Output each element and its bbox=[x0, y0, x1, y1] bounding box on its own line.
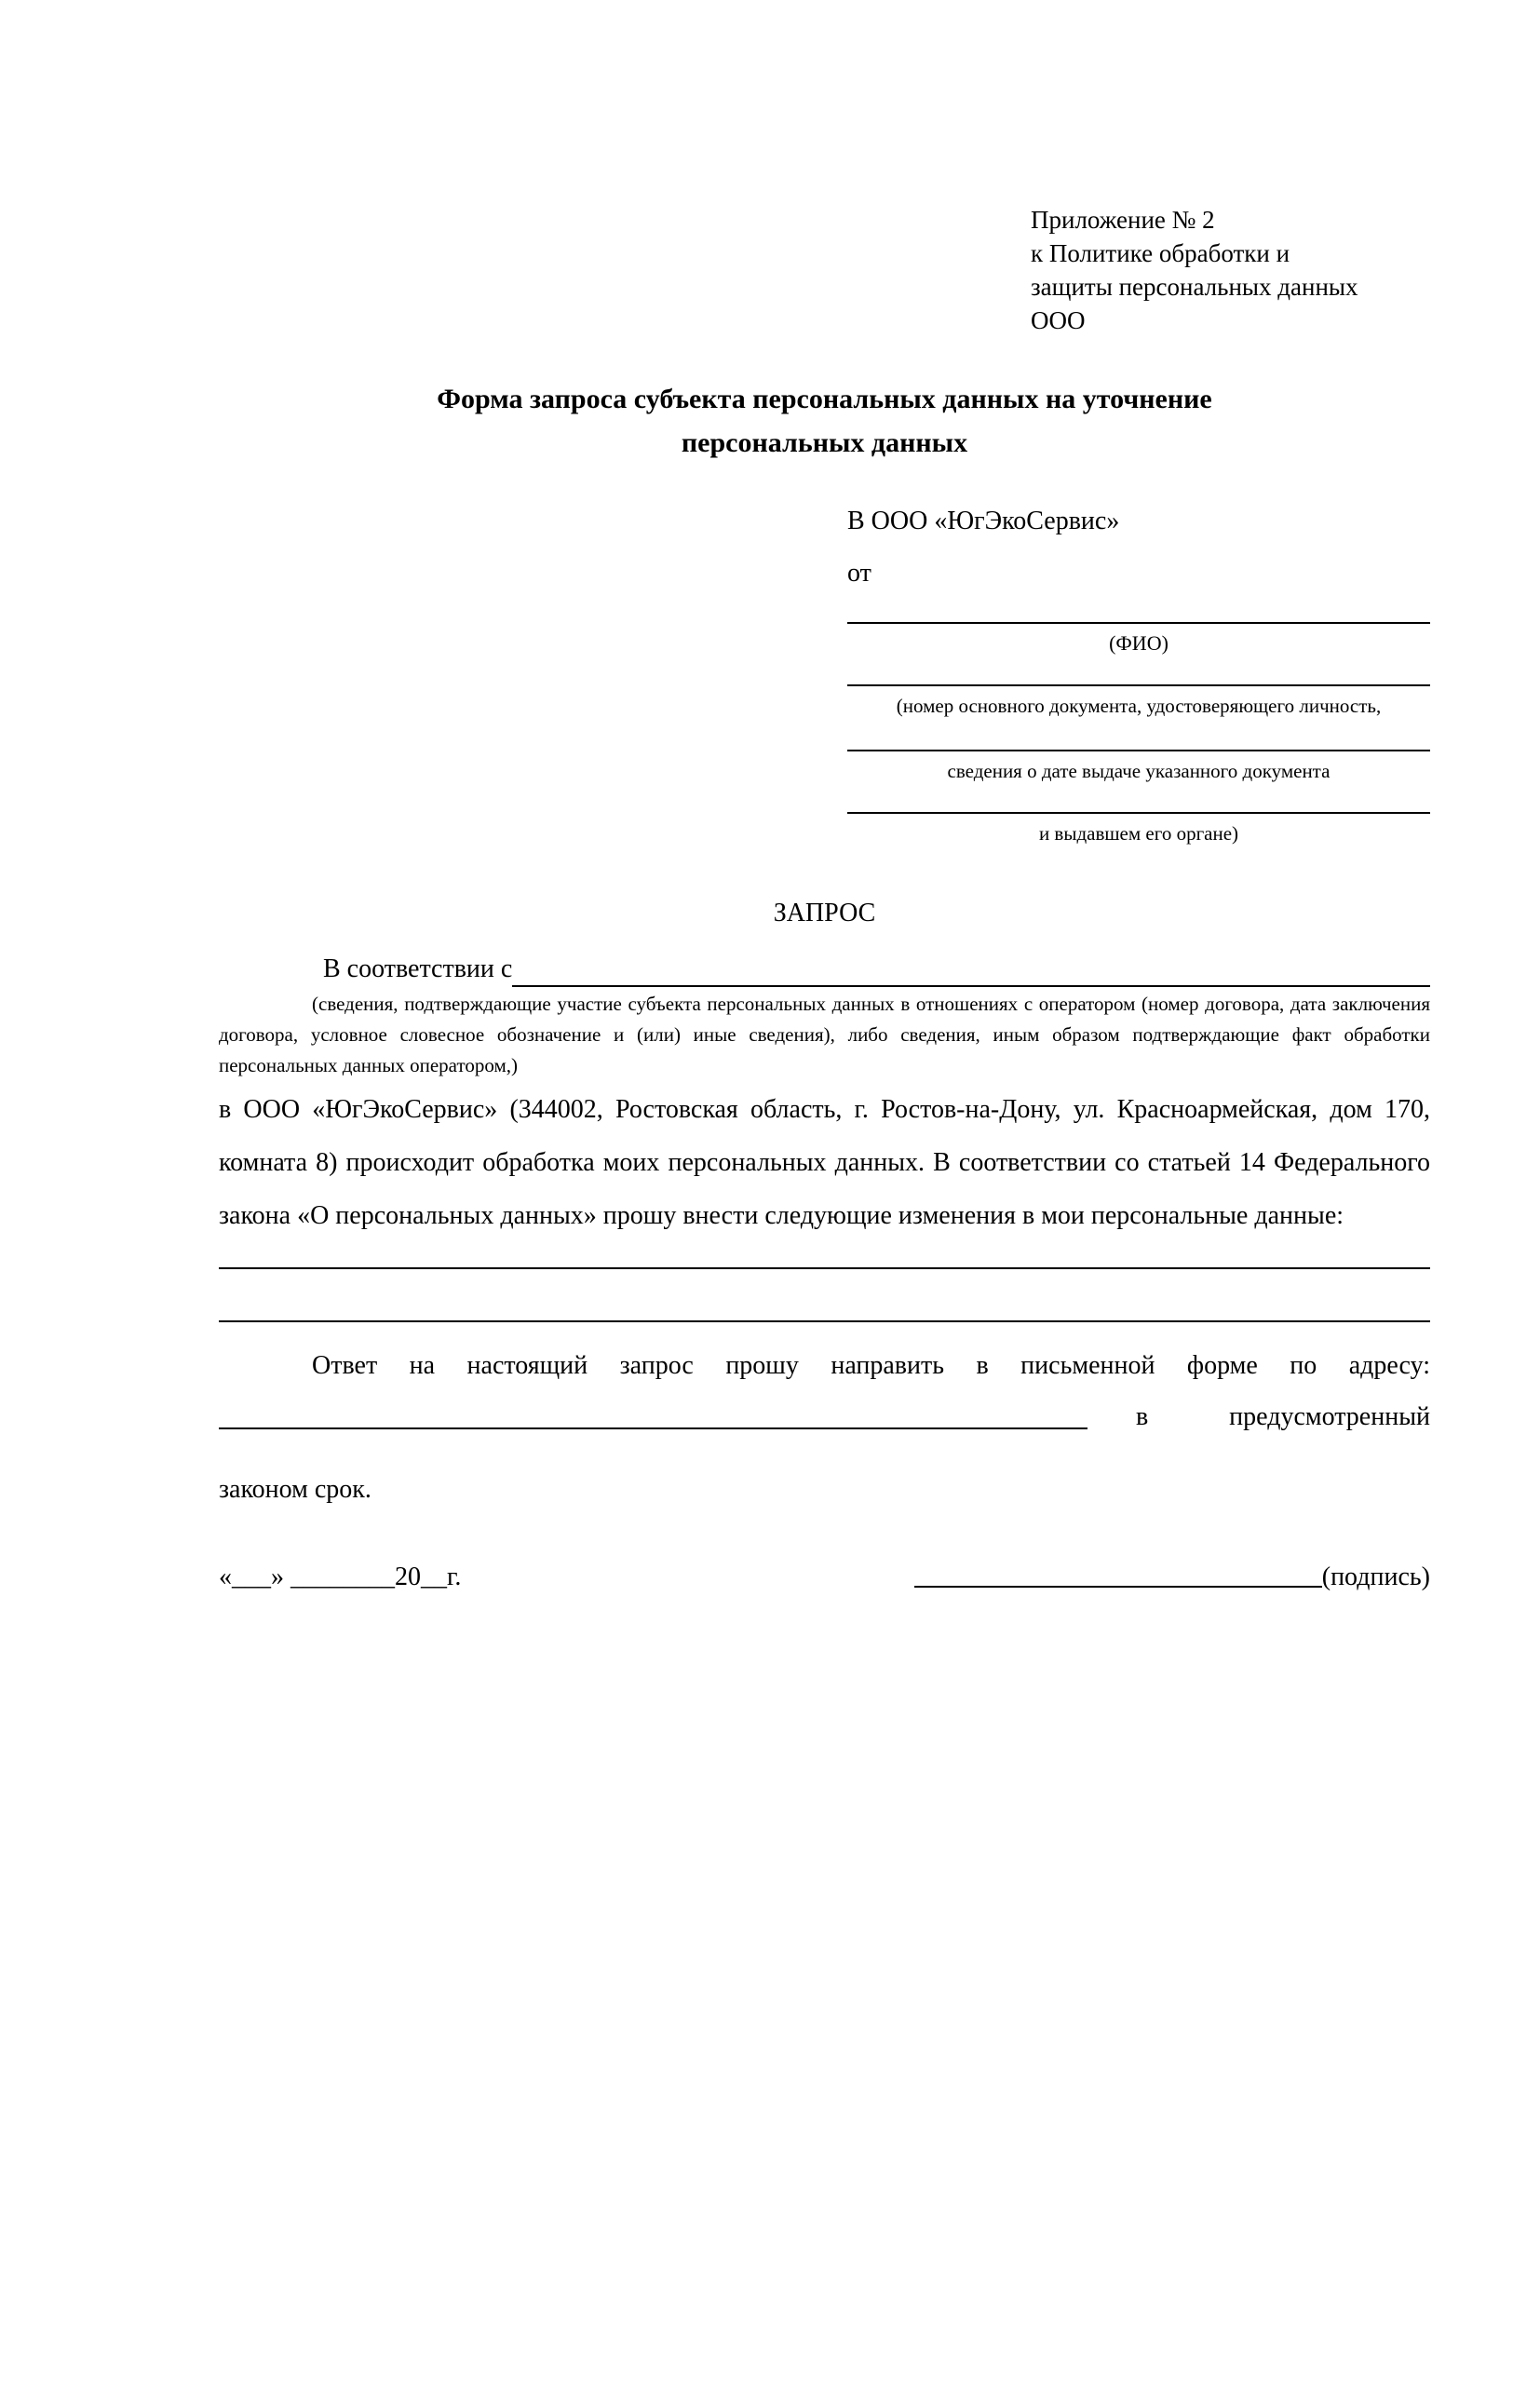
signature-blank-line bbox=[914, 1558, 1322, 1588]
doc-issuer-blank-line bbox=[847, 783, 1430, 814]
addressee-from-label: от bbox=[847, 559, 871, 588]
accordance-blank-line bbox=[512, 955, 1430, 987]
request-body-text: в ООО «ЮгЭкоСервис» (344002, Ростовская область, г. Ростов-на-Дону, ул. Красноармейская, дом 170, комната 8) происходит обработка моих персональных данных. В соответствии со статьей 14 Федерального закона «О персональных данных» прошу внести следующие изменения в мои персональные данные: bbox=[219, 1095, 1430, 1230]
details-blank-line-2 bbox=[219, 1269, 1430, 1322]
reply-address-row bbox=[219, 1392, 1430, 1445]
form-title bbox=[219, 377, 1430, 465]
annex-line: к Политике обработки и bbox=[1031, 239, 1290, 267]
fio-blank-line bbox=[847, 590, 1430, 624]
signature-caption: (подпись) bbox=[1321, 1563, 1430, 1591]
addressee-to: В ООО «ЮгЭкоСервис» bbox=[847, 507, 1120, 535]
details-blank-line-1 bbox=[219, 1242, 1430, 1269]
form-title-line: персональных данных bbox=[681, 427, 968, 458]
request-heading: ЗАПРОС bbox=[773, 899, 876, 927]
addressee-block bbox=[847, 505, 1430, 846]
annex-line: защиты персональных данных bbox=[1031, 273, 1358, 301]
document-page bbox=[0, 203, 1540, 2381]
doc-issue-date-caption: сведения о дате выдаче указанного документа bbox=[947, 760, 1331, 782]
reply-word-predusmotrenny: предусмотренный bbox=[1229, 1402, 1430, 1431]
reply-intro-text: Ответ на настоящий запрос прошу направить в письменной форме по адресу: bbox=[312, 1351, 1430, 1380]
doc-issue-date-blank-line bbox=[847, 718, 1430, 751]
accordance-row bbox=[219, 952, 1430, 987]
signature-group bbox=[914, 1558, 1430, 1596]
doc-number-blank-line bbox=[847, 656, 1430, 686]
footnote-text: (сведения, подтверждающие участие субъекта персональных данных в отношениях с оператором (номер договора, дата заключения договора, условное словесное обозначение и (или) иные сведения), либо сведения, иным образом подтверждающие факт обработки персональных данных оператором,) bbox=[219, 993, 1430, 1076]
reply-end-text: законом срок. bbox=[219, 1475, 371, 1504]
annex-line: ООО bbox=[1031, 306, 1086, 334]
date-blank: «___» ________20__г. bbox=[219, 1563, 462, 1591]
form-title-line: Форма запроса субъекта персональных данных на уточнение bbox=[437, 384, 1212, 414]
doc-number-caption: (номер основного документа, удостоверяющего личность, bbox=[896, 695, 1382, 717]
doc-issuer-caption: и выдавшем его органе) bbox=[1038, 822, 1239, 845]
date-signature-row bbox=[219, 1558, 1430, 1596]
annex-line: Приложение № 2 bbox=[1031, 206, 1215, 234]
annex-block bbox=[1031, 203, 1430, 337]
fio-caption: (ФИО) bbox=[1109, 631, 1169, 655]
reply-word-v: в bbox=[1136, 1402, 1149, 1431]
accordance-prefix: В соответствии с bbox=[323, 954, 513, 983]
reply-address-blank-line bbox=[219, 1392, 1087, 1429]
